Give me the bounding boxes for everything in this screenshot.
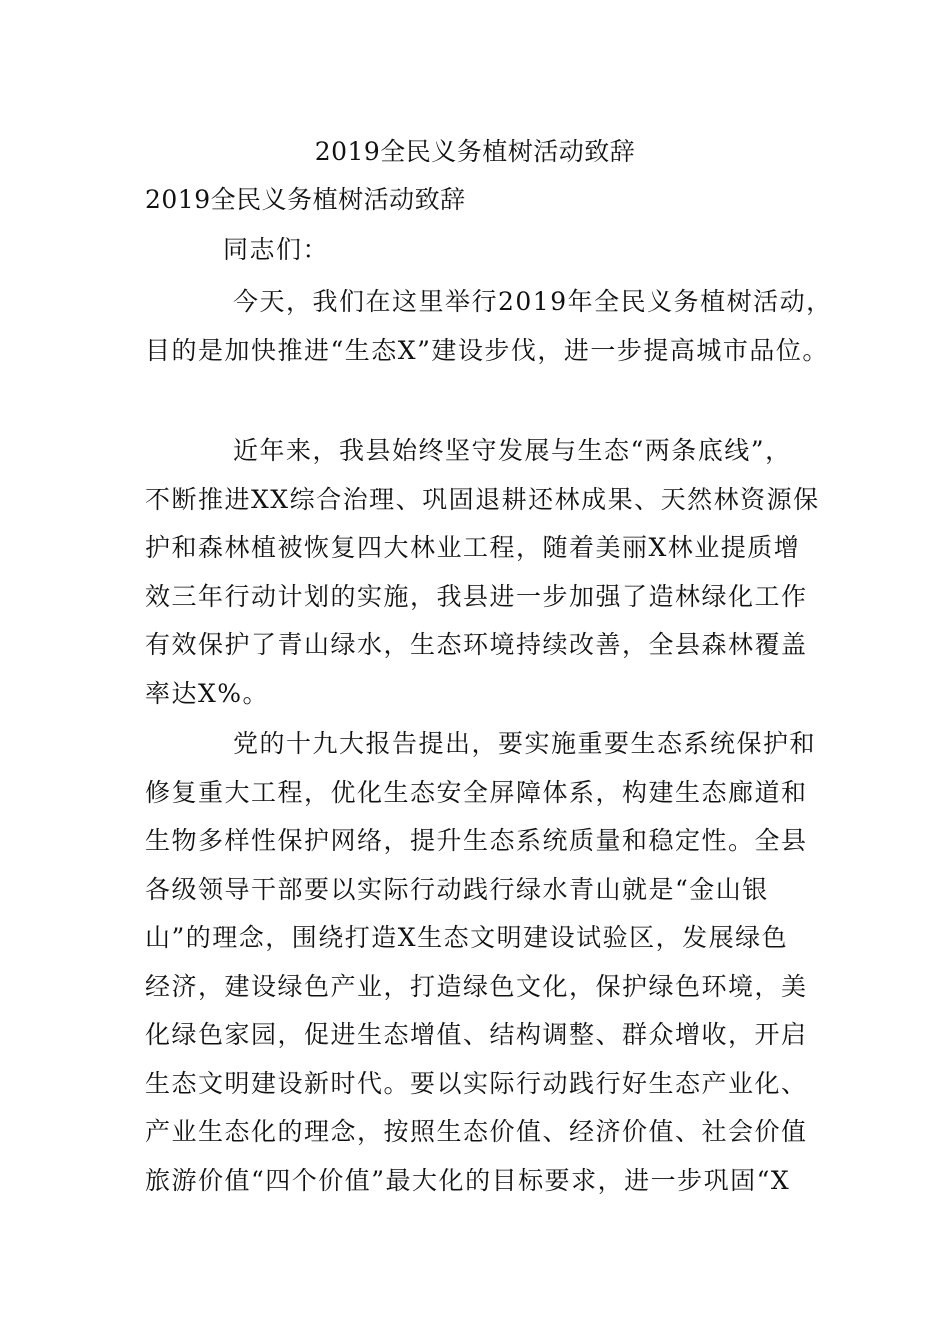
paragraph-line: 率达X%。 [145,678,270,708]
paragraph-line: 目的是加快推进“生态X”建设步伐，进一步提高城市品位。 [145,335,829,365]
paragraph-line: 有效保护了青山绿水，生态环境持续改善，全县森林覆盖 [145,630,808,659]
paragraph-line: 各级领导干部要以实际行动践行绿水青山就是“金山银 [145,874,769,904]
document-title: 2019全民义务植树活动致辞 [314,137,636,166]
paragraph-line: 产业生态化的理念，按照生态价值、经济价值、社会价值 [145,1117,808,1146]
paragraph-line: 经济，建设绿色产业，打造绿色文化，保护绿色环境，美 [145,971,808,1001]
paragraph-line: 旅游价值“四个价值”最大化的目标要求，进一步巩固“X [145,1165,791,1195]
paragraph-line: 今天，我们在这里举行2019年全民义务植树活动， [233,287,833,316]
paragraph-line: 化绿色家园，促进生态增值、结构调整、群众增收，开启 [145,1020,808,1049]
paragraph-line: 山”的理念，围绕打造X生态文明建设试验区，发展绿色 [145,923,789,952]
paragraph-line: 生态文明建设新时代。要以实际行动践行好生态产业化、 [145,1068,808,1098]
paragraph-2 [145,427,820,718]
paragraph-3 [145,720,815,1205]
paragraph-1 [145,278,833,375]
paragraph-line: 修复重大工程，优化生态安全屏障体系，构建生态廊道和 [145,777,808,807]
document-subtitle: 2019全民义务植树活动致辞 [145,185,466,214]
paragraph-line: 护和森林植被恢复四大林业工程，随着美丽X林业提质增 [145,533,801,562]
paragraph-line: 效三年行动计划的实施，我县进一步加强了造林绿化工作 [145,581,808,611]
paragraph-line: 近年来，我县始终坚守发展与生态“两条底线”， [233,436,792,465]
salutation: 同志们： [223,235,330,264]
paragraph-line: 生物多样性保护网络，提升生态系统质量和稳定性。全县 [145,826,808,855]
paragraph-line: 党的十九大报告提出，要实施重要生态系统保护和 [233,729,817,758]
paragraph-line: 不断推进XX综合治理、巩固退耕还林成果、天然林资源保 [145,484,820,514]
